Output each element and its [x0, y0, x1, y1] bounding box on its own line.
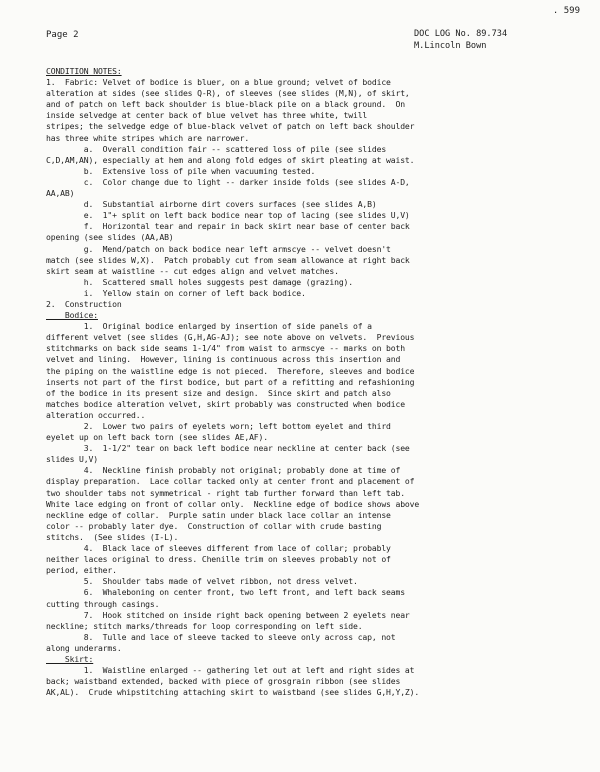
text-line: velvet and lining. However, lining is continuous across this insertion and: [46, 354, 401, 365]
text-line: White lace edging on front of collar only. Neckline edge of bodice shows above: [46, 498, 420, 509]
text-line: 1. Waistline enlarged -- gathering let out at left and right sides at: [46, 665, 415, 676]
text-line: 7. Hook stitched on inside right back opening between 2 eyelets near: [46, 609, 410, 620]
text-line: 4. Black lace of sleeves different from lace of collar; probably: [46, 543, 391, 554]
text-line: two shoulder tabs not symmetrical - right tab further forward than left tab.: [46, 487, 405, 498]
text-line: e. 1"+ split on left back bodice near top of lacing (see slides U,V): [46, 210, 410, 221]
text-line: stitchmarks on back side seams 1-1/4" from waist to armscye -- marks on both: [46, 343, 405, 354]
text-line: the piping on the waistline edge is not pieced. Therefore, sleeves and bodice: [46, 365, 415, 376]
text-line: along underarms.: [46, 642, 122, 653]
text-line: has three white stripes which are narrower.: [46, 132, 250, 143]
author-name: M.Lincoln Bown: [414, 41, 487, 51]
text-line: skirt seam at waistline -- cut edges align and velvet matches.: [46, 265, 339, 276]
text-line: 5. Shoulder tabs made of velvet ribbon, not dress velvet.: [46, 576, 358, 587]
text-line: AA,AB): [46, 188, 75, 199]
text-line: back; waistband extended, backed with piece of grosgrain ribbon (see slides: [46, 676, 401, 687]
text-line: i. Yellow stain on corner of left back bodice.: [46, 287, 306, 298]
text-line: 2. Construction: [46, 298, 122, 309]
text-line: a. Overall condition fair -- scattered loss of pile (see slides: [46, 143, 387, 154]
text-line: 8. Tulle and lace of sleeve tacked to sleeve only across cap, not: [46, 631, 396, 642]
corner-page-mark: . 599: [552, 6, 580, 16]
text-line: alteration occurred..: [46, 409, 146, 420]
text-line: 1. Original bodice enlarged by insertion of side panels of a: [46, 321, 372, 332]
text-line: neckline edge of collar. Purple satin under black lace collar an intense: [46, 509, 391, 520]
text-line: alteration at sides (see slides Q-R), of sleeves (see slides (M,N), of skirt,: [46, 88, 410, 99]
text-line: cutting through casings.: [46, 598, 160, 609]
text-line: 6. Whaleboning on center front, two left front, and left back seams: [46, 587, 405, 598]
document-body: [46, 66, 576, 698]
text-line: c. Color change due to light -- darker inside folds (see slides A-D,: [46, 176, 410, 187]
text-line: neither laces original to dress. Chenille trim on sleeves probably not of: [46, 554, 391, 565]
text-line: g. Mend/patch on back bodice near left armscye -- velvet doesn't: [46, 243, 391, 254]
text-line: f. Horizontal tear and repair in back skirt near base of center back: [46, 221, 410, 232]
text-line: match (see slides W,X). Patch probably cut from seam allowance at right back: [46, 254, 410, 265]
page-number: Page 2: [46, 30, 79, 40]
section-heading: Skirt:: [46, 653, 94, 664]
text-line: AK,AL). Crude whipstitching attaching skirt to waistband (see slides G,H,Y,Z).: [46, 687, 420, 698]
text-line: 1. Fabric: Velvet of bodice is bluer, on a blue ground; velvet of bodice: [46, 77, 391, 88]
text-line: d. Substantial airborne dirt covers surfaces (see slides A,B): [46, 199, 377, 210]
text-line: of the bodice in its present size and design. Since skirt and patch also: [46, 387, 391, 398]
text-line: display preparation. Lace collar tacked only at center front and placement of: [46, 476, 415, 487]
section-heading: CONDITION NOTES:: [46, 66, 122, 76]
text-line: color -- probably later dye. Construction of collar with crude basting: [46, 520, 382, 531]
text-line: and of patch on left back shoulder is blue-black pile on a black ground. On: [46, 99, 405, 110]
text-line: 3. 1-1/2" tear on back left bodice near neckline at center back (see: [46, 443, 410, 454]
text-line: b. Extensive loss of pile when vacuuming tested.: [46, 165, 316, 176]
text-line: inserts not part of the first bodice, but part of a refitting and refashioning: [46, 376, 415, 387]
text-line: eyelet up on left back torn (see slides AE,AF).: [46, 432, 268, 443]
text-line: neckline; stitch marks/threads for loop corresponding on left side.: [46, 620, 363, 631]
text-line: C,D,AM,AN), especially at hem and along fold edges of skirt pleating at waist.: [46, 154, 415, 165]
text-line: period, either.: [46, 565, 117, 576]
text-line: 2. Lower two pairs of eyelets worn; left bottom eyelet and third: [46, 421, 391, 431]
text-line: stripes; the selvedge edge of blue-black velvet of patch on left back shoulder: [46, 121, 415, 132]
text-line: 4. Neckline finish probably not original; probably done at time of: [46, 465, 401, 476]
text-line: opening (see slides (AA,AB): [46, 232, 174, 243]
text-line: stitchs. (See slides (I-L).: [46, 531, 179, 542]
doc-log-number: DOC LOG No. 89.734: [414, 29, 508, 39]
section-heading: Bodice:: [46, 310, 98, 321]
text-line: slides U,V): [46, 454, 98, 465]
text-line: different velvet (see slides (G,H,AG-AJ); see note above on velvets. Previous: [46, 332, 415, 343]
text-line: matches bodice alteration velvet, skirt probably was constructed when bodice: [46, 398, 405, 409]
text-line: inside selvedge at center back of blue velvet has three white, twill: [46, 110, 368, 121]
doc-log-block: [414, 28, 507, 52]
text-line: h. Scattered small holes suggests pest damage (grazing).: [46, 276, 353, 287]
